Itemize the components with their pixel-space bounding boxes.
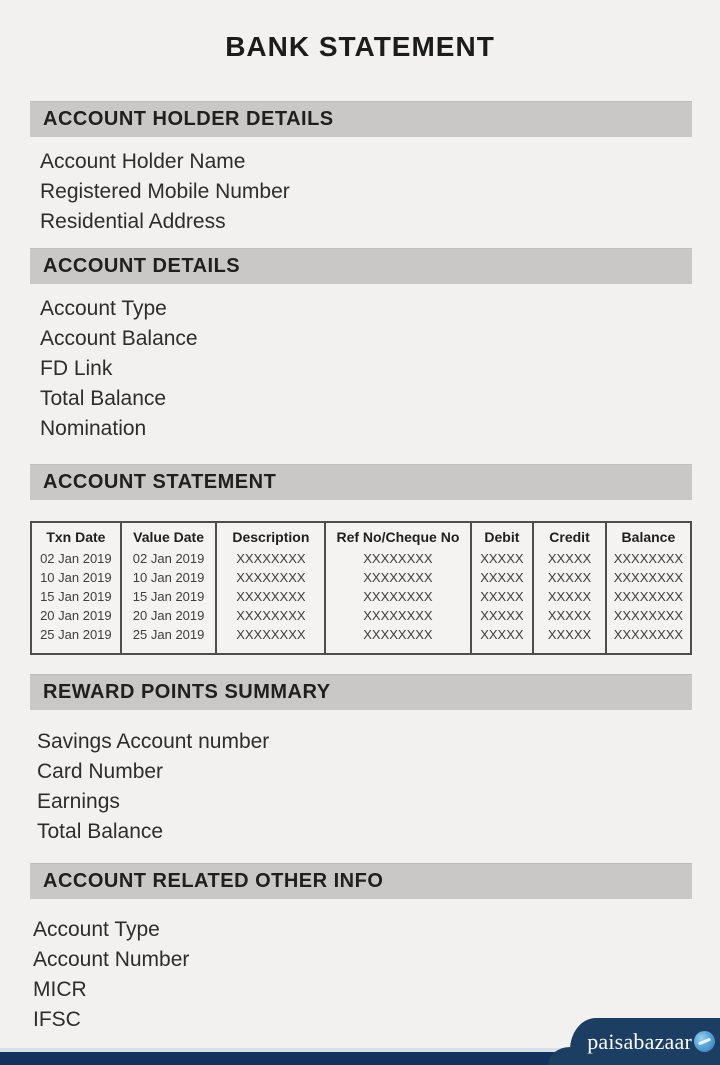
table-cell: 25 Jan 2019	[40, 627, 112, 642]
section-header-reward-points-summary	[30, 674, 692, 710]
table-header-row	[31, 522, 691, 549]
table-cell: 15 Jan 2019	[40, 589, 112, 604]
table-cell: XXXXXXXX	[216, 568, 325, 587]
table-row	[31, 587, 691, 606]
section-header-account-holder-details	[30, 101, 692, 137]
table-cell: XXXXXXXX	[216, 606, 325, 625]
statement-table	[30, 521, 692, 655]
list-item: Card Number	[37, 760, 164, 783]
table-cell: XXXXXXXX	[606, 625, 691, 654]
section-heading-label: ACCOUNT RELATED OTHER INFO	[43, 870, 384, 892]
list-item: FD Link	[40, 357, 113, 380]
table-cell: XXXXXXXX	[216, 587, 325, 606]
list-item: Total Balance	[37, 820, 164, 843]
section-heading-label: ACCOUNT HOLDER DETAILS	[43, 108, 334, 130]
column-header-balance: Balance	[606, 522, 691, 549]
list-item: Account Number	[33, 948, 190, 971]
table-cell: XXXXXXXX	[606, 568, 691, 587]
table-cell: 25 Jan 2019	[121, 625, 217, 654]
list-item: Total Balance	[40, 387, 167, 410]
list-item: Registered Mobile Number	[40, 180, 290, 203]
brand-badge	[570, 1018, 720, 1065]
section-heading-label: ACCOUNT DETAILS	[43, 255, 241, 277]
table-cell: XXXXXXXX	[606, 549, 691, 568]
table-cell: XXXXX	[533, 587, 606, 606]
list-item: Account Type	[40, 297, 167, 320]
table-cell: XXXXX	[471, 587, 534, 606]
table-cell: 20 Jan 2019	[40, 608, 112, 623]
list-item: IFSC	[33, 1008, 81, 1031]
table-cell: 02 Jan 2019	[121, 549, 217, 568]
globe-swoosh-icon	[694, 1031, 715, 1052]
section-header-account-details	[30, 248, 692, 284]
list-item: Account Balance	[40, 327, 198, 350]
table-cell: XXXXX	[533, 549, 606, 568]
table-row	[31, 568, 691, 587]
section-heading-label: ACCOUNT STATEMENT	[43, 471, 277, 493]
table-cell: 02 Jan 2019	[40, 551, 112, 566]
list-item: Nomination	[40, 417, 147, 440]
table-cell: XXXXX	[471, 606, 534, 625]
table-cell: XXXXXXXX	[325, 549, 470, 568]
table-cell: XXXXX	[471, 549, 534, 568]
table-cell: 10 Jan 2019	[121, 568, 217, 587]
list-item: Residential Address	[40, 210, 226, 233]
table-row	[31, 625, 691, 654]
table-cell: XXXXXXXX	[325, 606, 470, 625]
list-item: Account Holder Name	[40, 150, 246, 173]
list-item: MICR	[33, 978, 87, 1001]
list-item: Earnings	[37, 790, 120, 813]
section-heading-label: REWARD POINTS SUMMARY	[43, 681, 331, 703]
table-cell: XXXXXXXX	[325, 625, 470, 654]
section-header-account-related-other-info	[30, 863, 692, 899]
column-header-description: Description	[216, 522, 325, 549]
brand-wordmark: paisabazaar	[587, 1028, 692, 1054]
table-cell: XXXXXXXX	[325, 587, 470, 606]
table-cell: XXXXX	[471, 568, 534, 587]
table-cell: XXXXX	[533, 606, 606, 625]
column-header-value-date: Value Date	[121, 522, 217, 549]
account-related-other-info-list	[33, 915, 720, 1035]
reward-points-summary-list	[37, 727, 720, 847]
column-header-credit: Credit	[533, 522, 606, 549]
table-row	[31, 549, 691, 568]
table-cell: XXXXXXXX	[606, 606, 691, 625]
table-cell: 15 Jan 2019	[121, 587, 217, 606]
table-cell: XXXXXXXX	[216, 625, 325, 654]
table-row	[31, 606, 691, 625]
table-cell: 20 Jan 2019	[121, 606, 217, 625]
list-item: Account Type	[33, 918, 160, 941]
page-title: BANK STATEMENT	[225, 31, 495, 62]
table-cell: XXXXXXXX	[216, 549, 325, 568]
list-item: Savings Account number	[37, 730, 270, 753]
table-cell: 10 Jan 2019	[40, 570, 112, 585]
table-cell: XXXXXXXX	[606, 587, 691, 606]
table-cell: XXXXX	[533, 625, 606, 654]
account-details-list	[40, 294, 720, 444]
column-header-debit: Debit	[471, 522, 534, 549]
table-cell: XXXXXXXX	[325, 568, 470, 587]
column-header-ref-no: Ref No/Cheque No	[325, 522, 470, 549]
column-header-txn-date: Txn Date	[46, 529, 106, 545]
table-cell: XXXXX	[533, 568, 606, 587]
section-header-account-statement	[30, 464, 692, 500]
account-holder-details-list	[40, 147, 720, 237]
table-cell: XXXXX	[471, 625, 534, 654]
